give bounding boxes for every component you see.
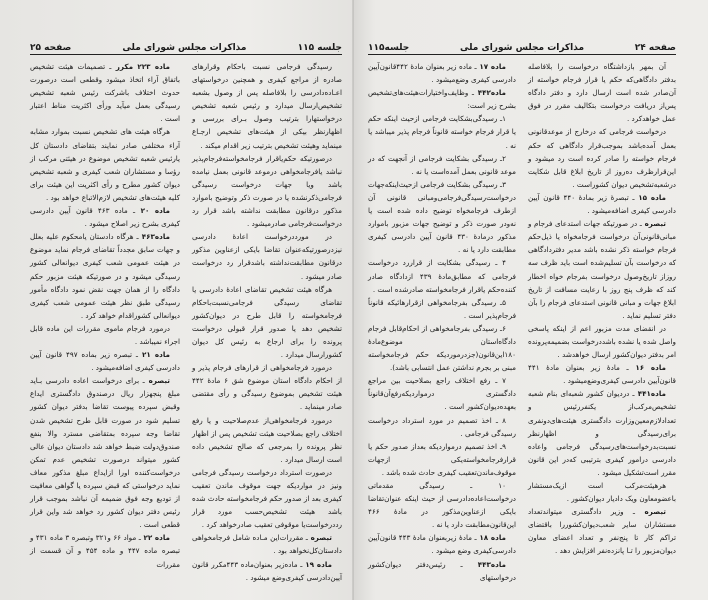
right-outer-column	[528, 60, 676, 572]
paragraph	[368, 152, 516, 178]
paragraph-text: ـ وزیر دادگستری میتواندتعداد مستشاران سایر شعب‌دیوان‌کشوررا باقتضای تراکم کار تا پنج‌نفر و تعداد اعضای معاون دیوان‌مزبور را تـا پانزده‌نفر افزایش دهد .	[528, 507, 676, 556]
paragraph	[528, 191, 676, 217]
paragraph-text: درمورد فرجامخواهی‌از عدم‌صلاحیت و یا رفع اختلاف راجع بصلاحیت هیئت تشخیص پس از اظهار نظر پرونده را بمرجعی که صالح تشخیص داده است ارسال میدارد .	[192, 415, 342, 464]
paragraph	[192, 466, 342, 531]
paragraph	[368, 414, 516, 440]
right-page-title: مذاکرات مجلس شورای ملی	[459, 43, 585, 53]
paragraph-text: ـ مواد ۶۶ و۳۲۱ وتبصره ۳ ماده ۴۳۱ و تبصره ماده ۴۴۷ و ماده ۴۵۴ و آن قسمت از مقررات	[30, 533, 180, 569]
paragraph	[30, 374, 180, 531]
right-inner-column	[368, 60, 516, 582]
paragraph-text: ـ ماده زیر بعنوان مادهٔ ۴۴۲قانون‌آیین دادرسی کیفری وضع‌میشود .	[368, 62, 516, 85]
article-label: ماده ۱۶	[628, 363, 666, 373]
article-label: تبصره	[635, 507, 666, 517]
paragraph-text: ـ در صورتیکه جهات استدعای فرجام و مبانی‌قانونی‌آن درخواست فرجامخواه یا ذیل‌حکم فرجام خواسته ذکر نشده باشد مدیر دفتردادگاهی که درخواست بآن تسلیم‌شده است باید ظرف سه روزاز تاریخ‌وصول درخواست بفرجام خواه اخطار کند که ظرف پنج روز با رعایت مسافت از تاریخ ابلاغ جهات و مبانی قانونی استدعای فرجام را بآن دفتر تسلیم نماید .	[528, 219, 676, 320]
paragraph	[192, 230, 342, 282]
left-outer-column	[30, 60, 180, 572]
paragraph-text: ـ رئیس‌دفتر دیوان‌کشور درخواستهای	[368, 559, 516, 582]
paragraph	[368, 322, 516, 374]
left-page-number: صفحه ۲۵	[30, 43, 72, 53]
paragraph	[192, 283, 342, 362]
article-label: ماده۴۴۲	[473, 88, 506, 98]
paragraph	[30, 125, 180, 204]
paragraph	[528, 505, 676, 557]
paragraph	[30, 230, 180, 322]
paragraph-text: ـ تصمیمات هیئت تشخیص باتفاق آراء اتخاذ میشود وقطعی است درصورت حدوث اختلاف باشرکت رئیس شعبه تشخیص رسیدگی بعمل میآید ورأی اکثریت مناط اعتبار است .	[30, 62, 180, 124]
paragraph-text: ـ وظایف‌واختیارات‌هیئت‌های‌تشخیص بشرح زیر است:	[368, 88, 516, 111]
paragraph	[368, 531, 516, 557]
paragraph-text: ـ تبصره زیر بماده ۴۹۷ قانون آیین دادرسی کیفری اضافه‌میشود .	[30, 350, 180, 373]
paragraph	[528, 60, 676, 125]
right-page-number: صفحه ۲۴	[634, 43, 676, 53]
article-label: تبصره	[641, 219, 666, 229]
paragraph-text: درخواست فرجامی که درخارج از موعدقانونی بعمل آمده‌باشد بموجب‌قرار دادگاهی که حکم فرجام خواسته را صادر کرده است رد میشود و این‌قرارظرف ده‌روز از تاریخ ابلاغ قابل شکایت درشعبه‌تشخیص دیوان کشوراست .	[528, 127, 676, 189]
paragraph-text: ـ مادهٔ زیر بعنوان مادهٔ ۴۴۱ قانون‌آیین دادرسی کیفری‌وضع‌میشود .	[528, 363, 676, 386]
left-header-rule	[30, 54, 342, 55]
article-label: ماده ۲۲	[140, 533, 171, 543]
paragraph	[368, 178, 516, 257]
paragraph-text: ـ مقررات‌این مـاده شامل فرجامخواهی دادستان‌کل‌نخواهد بود .	[192, 533, 342, 556]
paragraph-text: ـ ماده ۴۶۳ قانون آیین دادرسی کیفری بشرح زیر اصلاح میشود .	[30, 206, 180, 229]
left-inner-column	[192, 60, 343, 582]
paragraph	[368, 479, 516, 531]
paragraph	[368, 256, 516, 295]
right-page-session: جلسه۱۱۵	[368, 43, 410, 53]
article-label: ماده ۲۲۳ مکرر	[111, 62, 171, 71]
article-label: ماده ۱۸	[476, 533, 506, 543]
paragraph-text: درصورت استرداد درخواست رسیدگی فرجامی ونیز در مواردیکه جهت موقوف ماندن تعقیب کیفری بعد از صدور حکم فرجامخواسته حادث شده باشد هیئت تشخیص‌حسب مورد قرار رددرخواست‌یا موقوفی تعقیب صادرخواهد کرد .	[192, 467, 342, 530]
paragraph-text: درمورد فرجام ماموی مقررات این ماده قابل اجراء نمیباشد .	[30, 323, 180, 346]
paragraph	[368, 296, 516, 322]
article-label: ماده۴۴۱	[634, 389, 666, 399]
paragraph	[192, 60, 342, 152]
paragraph	[30, 322, 180, 348]
paragraph	[528, 322, 676, 361]
paragraph-text: هرهیئت‌مرکب است ازیک‌مستشار باعضومعاون ویک دادیار دیوان‌کشور .	[528, 481, 676, 504]
article-label: تبصره	[307, 533, 332, 543]
paragraph-text: ۱ـ رسیدگی‌بشکایت فرجامی ازحیث اینکه حکم یا قرار فرجام خواسته قانوناً فرجام پذیر میباشد یا نه .	[368, 114, 516, 150]
paragraph	[528, 217, 676, 322]
article-label: ماده۴۴۳	[462, 559, 506, 569]
paragraph	[192, 361, 342, 413]
paragraph-text: ـ تبصرهٔ زیر بمادهٔ ۴۴۰ قانون آیین دادرسی کیفری اضافه‌میشود .	[528, 192, 676, 216]
paragraph	[368, 112, 516, 151]
paragraph-text: ۶ـ رسیدگی بفرجامخواهی از احکام‌قابل فرجام دادگاه‌استان موضوع‌مادهٔ ۱۸۰این‌قانون(جزدرموردیکه حکم فرجامخواسته مبنی بر بجرم نداشتن عمل انتسابی باشد).	[368, 323, 516, 373]
right-header-rule	[368, 54, 676, 55]
paragraph-text: ۴ ـ رسیدگی بشکایت از قراررد درخواست فرجامی که مطابق‌مادهٔ ۴۳۹ ازدادگاه صادر کننده‌حکم یاقرار فرجامخواسته صادرشده است .	[368, 258, 516, 294]
paragraph	[368, 558, 516, 584]
paragraph	[528, 479, 676, 505]
paragraph	[30, 204, 180, 230]
paragraph-text: هرگاه هیئت های تشخیص نسبت بموارد مشابه آراء مختلفی صادر نمایند بتقاضای دادستان کل یارئیس شعبه تشخیص موضوع در هیئتی مرکب از رؤسا و مستشاران شعب کیفری و شعبه تشخیص دیوان کشور مطرح و رأی اکثریت این هیئت برای کلیه هیئت‌های تشخیص لازم‌الاتباع خواهد بود .	[30, 127, 180, 202]
paragraph-text: رسیدگی فرجامی نسبت باحکام وقرارهای صادره از مراجع کیفری و همچنین درخواستهای اعـاده‌دادرسی را بلافاصله پس از وصول بشعبه تشخیص‌ارسال میدارد و رئیس شعبه تشخیص درخواستهارا بترتیب وصول بـرای بررسی و اظهارنظر بیکی از هیئت‌های تشخیص ارجـاع مینماید وهیئت تشخیص بترتیب زیر اقدام میکند .	[192, 62, 342, 150]
paragraph	[368, 86, 516, 112]
paragraph-text: ـ دردیوان کشور شعبه‌ای بنام شعبه تشخیص‌مرکب‌از یکنفررئیس و تعدادلازم‌معین‌وزارت دادگستری هیئت‌های‌دونفری برای‌رسیدگی و اظهارنظر نسبت‌بدرخواست‌های‌رسیدگی فرجامی واعاده دادرسی درامور کیفری بترتیبی که‌در این قانون مقرر است‌تشکیل میشود .	[528, 389, 676, 477]
article-label: ماده۴۶۳	[138, 232, 170, 242]
paragraph-text: درمورد فرجامخواهی از قرارهای فرجام پذیر و از احکام دادگاه استان موضوع شق ۶ مادهٔ ۴۴۲ هیئت تشخیص بموضوع رسیدگی و رأی مقتضی صادر مینماید .	[192, 363, 343, 412]
paragraph-text: ـ هرگاه دادستان یامحکوم علیه بعلل و جهات سابق مجدداً تقاضای فرجام نماید موضوع در هیئت عمومی شعب کیفری دیوانعالی کشور رسیدگی میشود و در صورتیکه هیئت مزبور حکم دادگاه را از همان جهت نقض نمود دادگاه مأمور رسیدگی طبق نظر هیئت عمومی شعب کیفری دیوانعالی کشوراقدام خواهد کرد .	[30, 232, 180, 320]
right-page	[354, 0, 708, 600]
paragraph-text: درصورتیکه حکم‌یاقرار فرجامخواسته‌فرجام‌پذیر نباشد یافرجامخواهی درموعد قانونی بعمل نیامده باشد ویا جهات درخواست رسیدگی فرجامی‌ذکرنشده یا در صورت ذکر وتوضیح باموارد مذکور درقانون مطابقت نداشته باشد قرار رد درخواست‌فرجامی صادرمیشود .	[192, 153, 342, 229]
paragraph	[528, 125, 676, 190]
paragraph	[192, 531, 342, 557]
left-page-header	[30, 37, 342, 53]
paragraph-text: ـ ماده‌زیر بعنوان‌ماده ۴۴۳مکرر قانون آیین‌دادرسی کیفری‌وضع میشود .	[192, 559, 342, 582]
article-label: ماده ۲۱	[137, 350, 170, 360]
paragraph	[368, 374, 516, 413]
paragraph	[368, 60, 516, 86]
right-page-columns	[368, 60, 676, 582]
paragraph-text: در مورددرخواست اعادهٔ دادرسی نیزدرصورتیکه‌عنوان تقاضا بایکی ازعناوین مذکور درقانون مطابقت‌نداشته باشدقرار رد درخواست صادر میشود .	[192, 232, 342, 281]
article-label: ماده ۲۰	[135, 206, 170, 216]
paragraph-text: ۵ـ رسیدگی بفرجامخواهی ازقرارهائیکه قانوناً فرجام‌پذیر است .	[368, 297, 516, 320]
left-page-columns	[30, 60, 343, 582]
paragraph-text: ۸ ـ اخذ تصمیم در مورد استرداد درخواست رسیدگی فرجامی .	[368, 415, 516, 438]
right-page-header	[368, 37, 676, 53]
paragraph-text: آن بمهر بازداشتگاه درخواست را بلافاصله بدفتر دادگاهی‌که حکم یا قرار فرجام خواسته از آن‌صادر شده است ارسال دارد و دفتر دادگاه پس‌از دریافت درخواست بتکالیف مقرر در فوق عمل خواهدکرد .	[528, 62, 676, 124]
article-label: ماده ۱۵	[634, 192, 666, 202]
paragraph	[30, 60, 180, 125]
paragraph-text: ۷ ـ رفع اختلاف راجع بصلاحیت بین مراجع دادگستری درمواردیکه‌رفع‌آن‌قانوناً بعهده‌دیوان‌کشور است .	[368, 376, 516, 412]
paragraph	[30, 348, 180, 374]
paragraph	[192, 414, 342, 466]
paragraph-text: ۲ـ رسیدگی بشکایت فرجامی از آنجهت که در موعد قانونی بعمل آمده‌است یا نه .	[368, 153, 516, 176]
paragraph-text: ـ برای درخواست اعاده دادرسی بـاید مبلغ پنجهزار ریال درصندوق دادگستری ایداع وقبض سپرده پیوست تقاضا بدفتر دیوان کشور تسلیم شود در صورت قابل طرح تشخیص شدن تقاضا وجه سپرده بمتقاضی مسترد والا بنفع صندوق‌دولت ضبط خواهد شد دادستان دیوان عالی کشور میتواند درصورت تشخیص عدم تمکن درخواست‌کننده اورا ازایداع مبلغ مذکور معاف نماید درخواستی که قبض سپرده یا گواهی معافیت از تودیع وجه فوق ضمیمه آن نباشد بموجب قرار رئیس دفتر دیوان کشور رد خواهد شد واین قرار قطعی است .	[30, 376, 180, 530]
paragraph-text: در انقضای مدت مزبور اعم از اینکه پاسخی واصل شده یا نشده باشددرخواست بضمیمه‌پرونده امر بدفتر دیوان‌کشور ارسال خواهدشد .	[528, 323, 676, 360]
paragraph-text: ۱۰ ـ رسیدگی مقدماتی درخواست‌اعاده‌دادرسی از حیث اینکه عنوان‌تقاضا بایکی ازعناوین‌مذکور در مادهٔ ۴۶۶ این‌قانون‌مطابقت دارد یا نه .	[368, 481, 516, 530]
paragraph-text: ۳ـ رسیدگی بشکایت فرجامی ازحیث‌اینکه‌جهات درخواست‌رسیدگی‌فرجامی‌ومبانی قانونی آن ازطرف فرجامخواه توضیح داده شده است یا نه‌ودر صورت ذکر و توضیح جهات مزبور باموارد مذکور درمادهٔ ۴۳۰ قانون آیین دادرسی کیفری مطابقت دارد یا نه .	[368, 179, 516, 255]
left-page-title: مذاکرات مجلس شورای ملی	[122, 43, 247, 53]
paragraph	[368, 440, 516, 479]
paragraph	[30, 531, 180, 570]
article-label: ماده ۱۷	[476, 62, 506, 71]
paragraph-text: هرگاه هیئت تشخیص تقاضای اعادهٔ دادرسی یا تقاضای رسیدگی فرجامی‌نسبت‌باحکام فرجامخواسته را قابل طرح در دیوان‌کشور تشخیص دهد یا صدور قرار قبولی درخواست پرونده را برای ارجاع به رئیس کل دیوان کشورارسال میدارد .	[192, 284, 342, 360]
paragraph	[192, 558, 342, 584]
paragraph	[528, 387, 676, 479]
paragraph-text: ـ مادهٔ زیربعنوان مادهٔ ۴۴۳ قانون‌آیین دادرسی‌کیفری وضع میشود .	[368, 533, 516, 556]
left-page-session: جلسه ۱۱۵	[297, 43, 342, 53]
paragraph	[192, 152, 342, 231]
paragraph	[528, 361, 676, 387]
article-label: ماده ۱۹	[302, 559, 332, 569]
paragraph-text: ۹ـ اخذ تصمیم درمواردیکه بعداز صدور حکم یا قرارفرجامخواسته‌یکی ازجهات موقوف‌ماندن‌تعقیب کیفری حادث شده باشد .	[368, 441, 516, 477]
article-label: تبصره	[144, 376, 171, 386]
